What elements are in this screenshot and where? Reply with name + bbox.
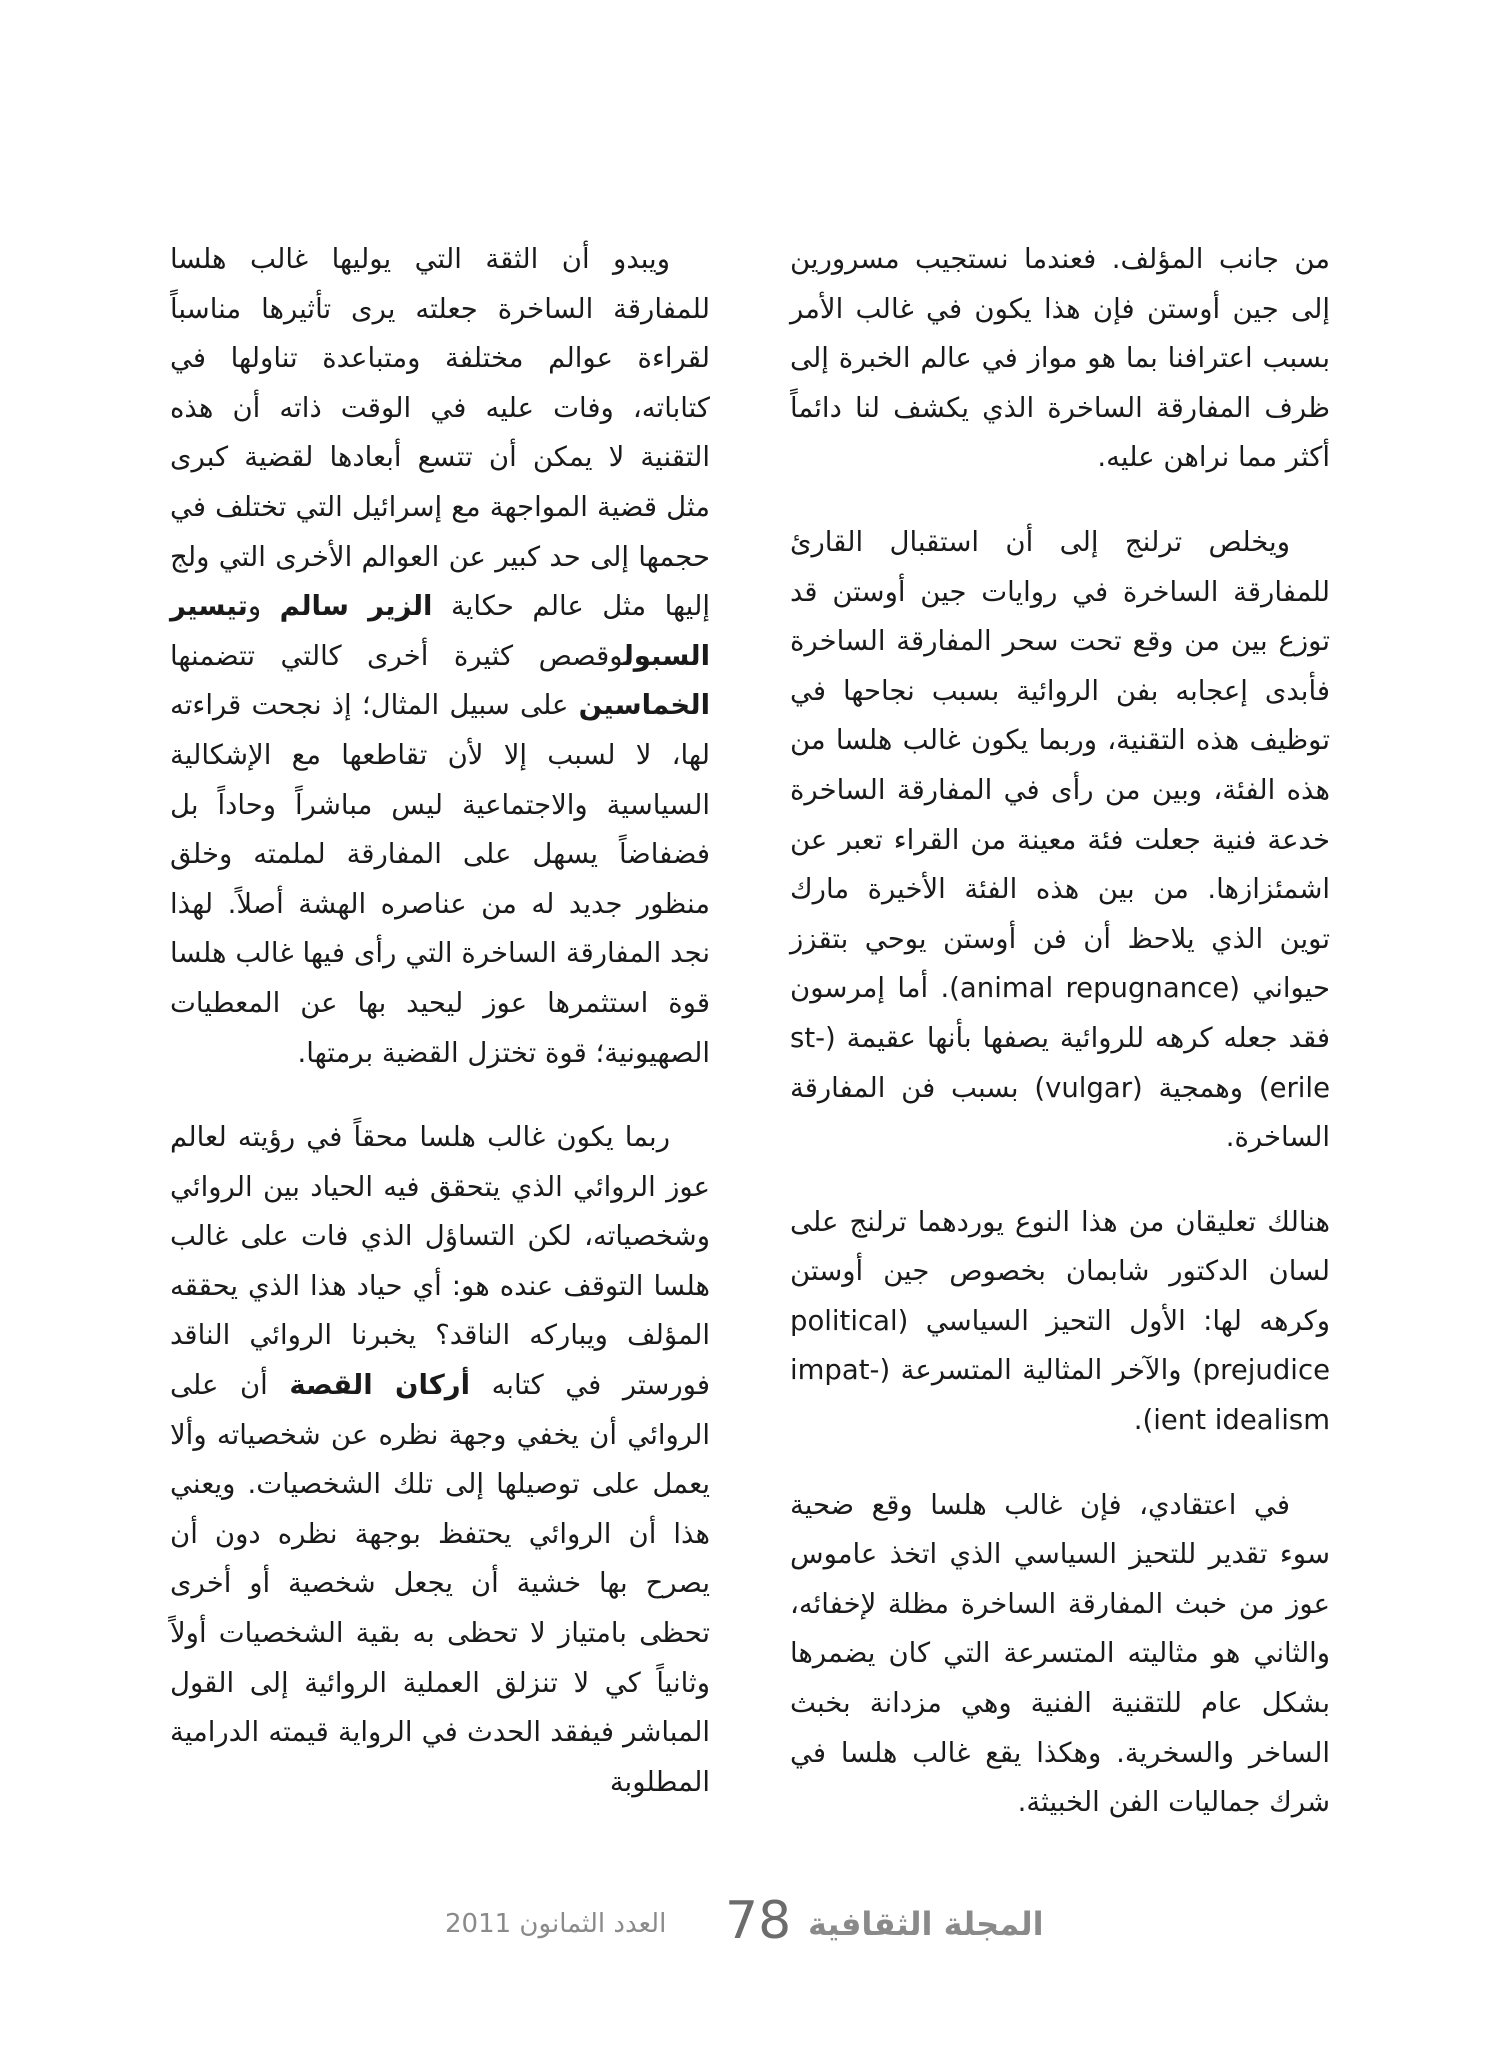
paragraph: في اعتقادي، فإن غالب هلسا وقع ضحية سوء تقدير للتحيز السياسي الذي اتخذ عاموس عوز من خبث المفارقة الساخرة مظلة لإخفائه، والثاني هو مثاليته المتسرعة التي كان يضمرها بشكل عام للتقنية الفنية وهي مزدانة بخبث الساخر والسخرية. وهكذا يقع غالب هلسا في شرك جماليات الفن الخبيثة. <box>790 1488 1330 1819</box>
left-column <box>170 235 710 1842</box>
paragraph <box>170 1113 710 1807</box>
text-run: وقصص كثيرة أخرى كالتي تتضمنها <box>170 639 624 672</box>
bold-text: الخماسين <box>578 689 710 722</box>
paragraph: ويخلص ترلنج إلى أن استقبال القارئ للمفارقة الساخرة في روايات جين أوستن قد توزع بين من وقع تحت سحر المفارقة الساخرة فأبدى إعجابه بفن الروائية بسبب نجاحها في توظيف هذه التقنية، وربما يكون غالب هلسا من هذه الفئة، وبين من رأى في المفارقة الساخرة خدعة فنية جعلت فئة معينة من القراء تعبر عن اشمئزازها. من بين هذه الفئة الأخيرة مارك توين الذي يلاحظ أن فن أوستن يوحي بتقزز حيواني (animal repugnance). أما إمرسون فقد جعله كرهه للروائية يصفها بأنها عقيمة (st-erile) وهمجية (vulgar) بسبب فن المفارقة الساخرة. <box>790 525 1330 1154</box>
paragraph: هنالك تعليقان من هذا النوع يوردهما ترلنج على لسان الدكتور شابمان بخصوص جين أوستن وكرهه لها: الأول التحيز السياسي (political prejudice) والآخر المثالية المتسرعة (impat-ient idealism). <box>790 1205 1330 1437</box>
bold-text: الزير سالم <box>279 590 433 623</box>
text-run: على سبيل المثال؛ إذ نجحت قراءته لها، لا لسبب إلا لأن تقاطعها مع الإشكالية السياسية والاجتماعية ليس مباشراً وحاداً بل فضفاضاً يسهل على المفارقة لملمته وخلق منظور جديد له من عناصره الهشة أصلاً. لهذا نجد المفارقة الساخرة التي رأى فيها غالب هلسا قوة استثمرها عوز ليحيد بها عن المعطيات الصهيونية؛ قوة تختزل القضية برمتها. <box>170 689 710 1069</box>
paragraph <box>170 235 710 1078</box>
page-number: 78 <box>725 1891 792 1951</box>
text-run: ويبدو أن الثقة التي يوليها غالب هلسا للمفارقة الساخرة جعلته يرى تأثيرها مناسباً لقراءة عوالم مختلفة ومتباعدة تناولها في كتاباته، وفات عليه في الوقت ذاته أن هذه التقنية لا يمكن أن تتسع أبعادها لقضية كبرى مثل قضية المواجهة مع إسرائيل التي تختلف في حجمها إلى حد كبير عن العوالم الأخرى التي ولج إليها مثل عالم حكاية <box>170 243 710 623</box>
issue-label: العدد الثمانون 2011 <box>445 1909 667 1939</box>
bold-text: أركان القصة <box>289 1369 471 1402</box>
paragraph: من جانب المؤلف. فعندما نستجيب مسرورين إلى جين أوستن فإن هذا يكون في غالب الأمر بسبب اعترافنا بما هو مواز في عالم الخبرة إلى ظرف المفارقة الساخرة الذي يكشف لنا دائماً أكثر مما نراهن عليه. <box>790 243 1330 474</box>
text-run: ربما يكون غالب هلسا محقاً في رؤيته لعالم عوز الروائي الذي يتحقق فيه الحياد بين الروائي وشخصياته، لكن التساؤل الذي فات على غالب هلسا التوقف عنده هو: أي حياد هذا الذي يحققه المؤلف ويباركه الناقد؟ يخبرنا الروائي الناقد فورستر في كتابه <box>170 1121 710 1402</box>
text-run: أن على الروائي أن يخفي وجهة نظره عن شخصياته وألا يعمل على توصيلها إلى تلك الشخصيات. ويعني هذا أن الروائي يحتفظ بوجهة نظره دون أن يصرح بها خشية أن يجعل شخصية أو أخرى تحظى بامتياز لا تحظى به بقية الشخصيات أولاً وثانياً كي لا تنزلق العملية الروائية إلى القول المباشر فيفقد الحدث في الرواية قيمته الدرامية المطلوبة <box>170 1369 710 1798</box>
page-footer <box>0 1891 1497 1955</box>
text-run: و <box>247 590 280 623</box>
magazine-title: المجلة الثقافية <box>808 1905 1044 1943</box>
right-column <box>790 235 1330 1863</box>
bold-text: تيسير السبول <box>170 590 710 672</box>
